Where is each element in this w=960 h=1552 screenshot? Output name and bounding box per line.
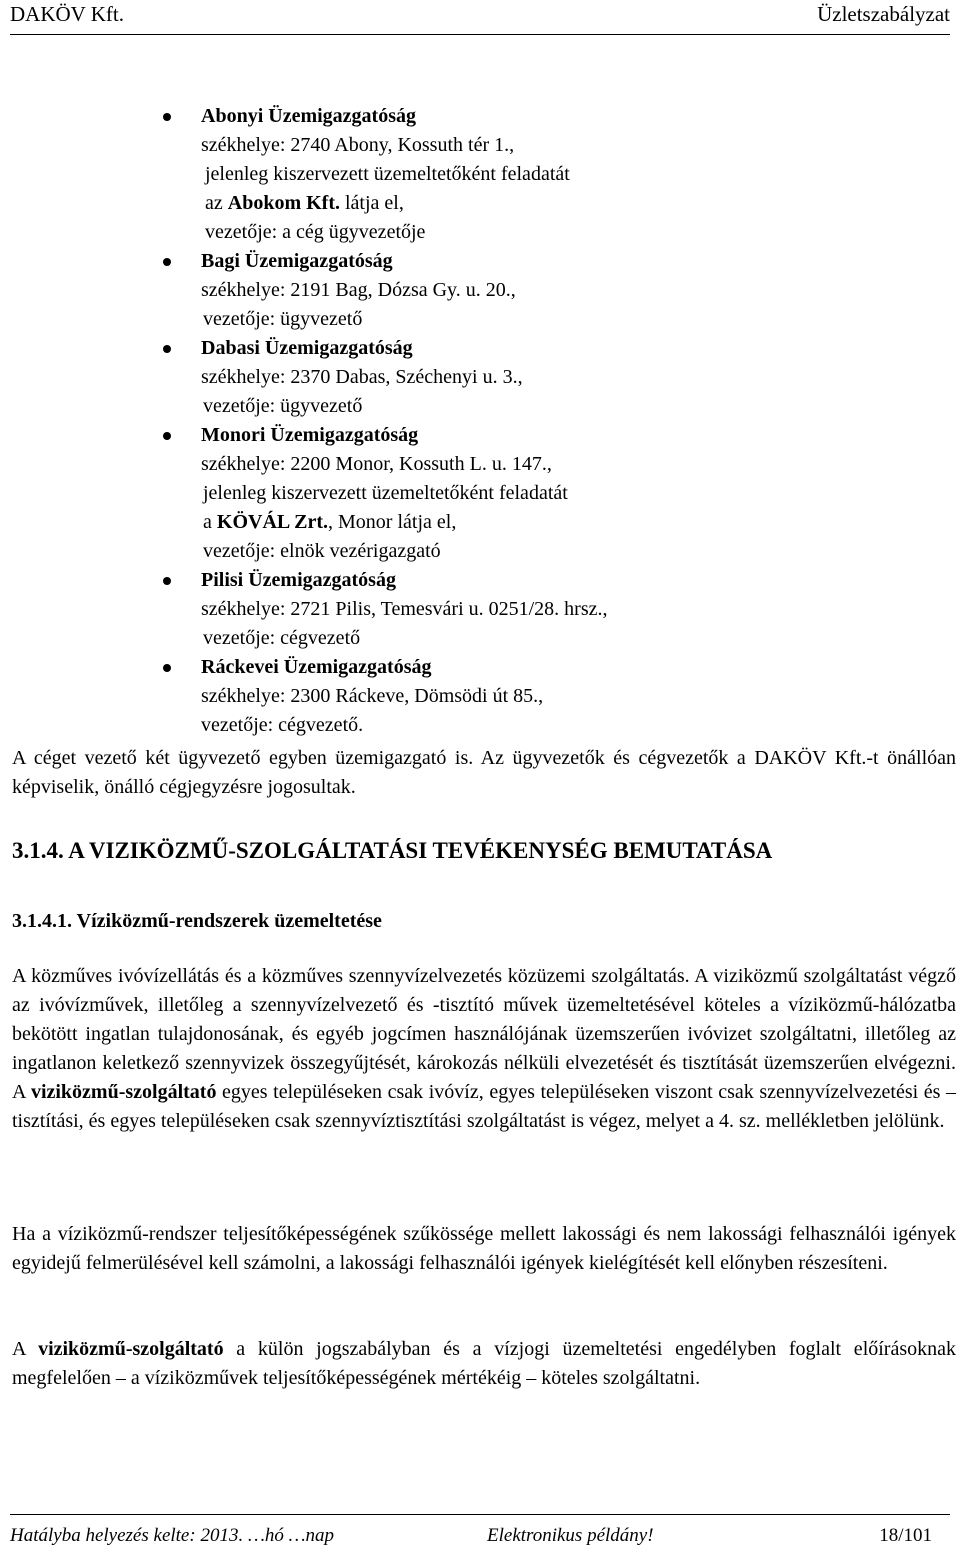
unit-address: székhelye: 2200 Monor, Kossuth L. u. 147., [201,453,552,475]
unit-name: Ráckevei Üzemigazgatóság [201,656,432,678]
bold-term: viziközmű-szolgáltató [30,1081,217,1103]
list-item [0,247,960,334]
unit-address: székhelye: 2300 Ráckeve, Dömsödi út 85., [201,685,544,707]
subsection-heading: 3.1.4.1. Víziközmű-rendszerek üzemeltetése [12,910,382,932]
header-company: DAKÖV Kft. [10,2,124,26]
footer-electronic-copy: Elektronikus példány! [487,1525,654,1546]
bold-term: viziközmű-szolgáltató [38,1338,224,1360]
bullet-icon [163,664,171,672]
unit-outsourcing-note: jelenleg kiszervezett üzemeltetőként feladatát [203,482,568,504]
unit-name: Pilisi Üzemigazgatóság [201,569,396,591]
unit-leader: vezetője: elnök vezérigazgató [203,540,441,562]
unit-address: székhelye: 2740 Abony, Kossuth tér 1., [201,134,515,156]
footer-page-number: 18/101 [879,1525,932,1546]
list-item [0,421,960,566]
paragraph-public-utility: A közműves ivóvízellátás és a közműves szennyvízelvezetés közüzemi szolgáltatás. A viziközmű szolgáltatást végző az ivóvízművek, illetőleg a szennyvízelvezető és -tisztító művek üzemeltetésével köteles a víziközmű-hálózatba bekötött ingatlan tulajdonosának, és egyéb jogcímen használójának üzemszerűen ivóvizet szolgáltatni, illetőleg az ingatlanon keletkező szennyvizek összegyűjtését, károkozás nélküli elvezetését és tisztítását üzemszerűen elvégezni. A viziközmű-szolgáltató egyes településeken csak ivóvíz, egyes településeken viszont csak szennyvízelvezetési és –tisztítási, és egyes településeken csak szennyvíztisztítási szolgáltatást is végez, melyet a 4. sz. mellékletben jelölünk. [12,965,956,1132]
bullet-icon [163,258,171,266]
operator-company: Abokom Kft. [227,192,340,214]
paragraph-obligation: A viziközmű-szolgáltató a külön jogszabályban és a vízjogi üzemeltetési engedélyben foglalt előírásoknak megfelelően – a víziközművek teljesítőképességének mértékéig – köteles szolgáltatni. [12,1338,956,1389]
unit-leader: vezetője: a cég ügyvezetője [205,221,426,243]
bullet-icon [163,113,171,121]
unit-leader: vezetője: ügyvezető [203,308,363,330]
unit-address: székhelye: 2721 Pilis, Temesvári u. 0251/28. hrsz., [201,598,608,620]
list-item [0,102,960,247]
unit-leader: vezetője: cégvezető [203,627,361,649]
bullet-icon [163,345,171,353]
paragraph-priority: Ha a víziközmű-rendszer teljesítőképességének szűkössége mellett lakossági és nem lakossági felhasználói igények egyidejű felmerülésével kell számolni, a lakossági felhasználói igények kielégítését kell előnyben részesíteni. [12,1223,956,1274]
operating-units-list [0,102,960,740]
unit-leader: vezetője: cégvezető. [201,714,364,736]
management-paragraph: A céget vezető két ügyvezető egyben üzemigazgató is. Az ügyvezetők és cégvezetők a DAKÖV Kft.-t önállóan képviselik, önálló cégjegyzésre jogosultak. [12,747,956,798]
unit-operator: a KÖVÁL Zrt., Monor látja el, [203,511,457,533]
bullet-icon [163,577,171,585]
unit-name: Dabasi Üzemigazgatóság [201,337,413,359]
list-item [0,566,960,653]
header-document-title: Üzletszabályzat [817,2,950,26]
unit-leader: vezetője: ügyvezető [203,395,363,417]
unit-operator: az Abokom Kft. látja el, [205,192,404,214]
page-footer [10,1514,950,1551]
unit-address: székhelye: 2370 Dabas, Széchenyi u. 3., [201,366,523,388]
unit-outsourcing-note: jelenleg kiszervezett üzemeltetőként feladatát [205,163,570,185]
footer-effective-date: Hatályba helyezés kelte: 2013. …hó …nap [10,1525,334,1546]
operator-company: KÖVÁL Zrt. [216,511,329,533]
list-item [0,334,960,421]
bullet-icon [163,432,171,440]
list-item [0,653,960,740]
page-header [10,0,950,35]
unit-name: Bagi Üzemigazgatóság [201,250,393,272]
section-heading: 3.1.4. A VIZIKÖZMŰ-SZOLGÁLTATÁSI TEVÉKENYSÉG BEMUTATÁSA [12,838,773,863]
unit-name: Monori Üzemigazgatóság [201,424,419,446]
unit-name: Abonyi Üzemigazgatóság [201,105,416,127]
unit-address: székhelye: 2191 Bag, Dózsa Gy. u. 20., [201,279,516,301]
